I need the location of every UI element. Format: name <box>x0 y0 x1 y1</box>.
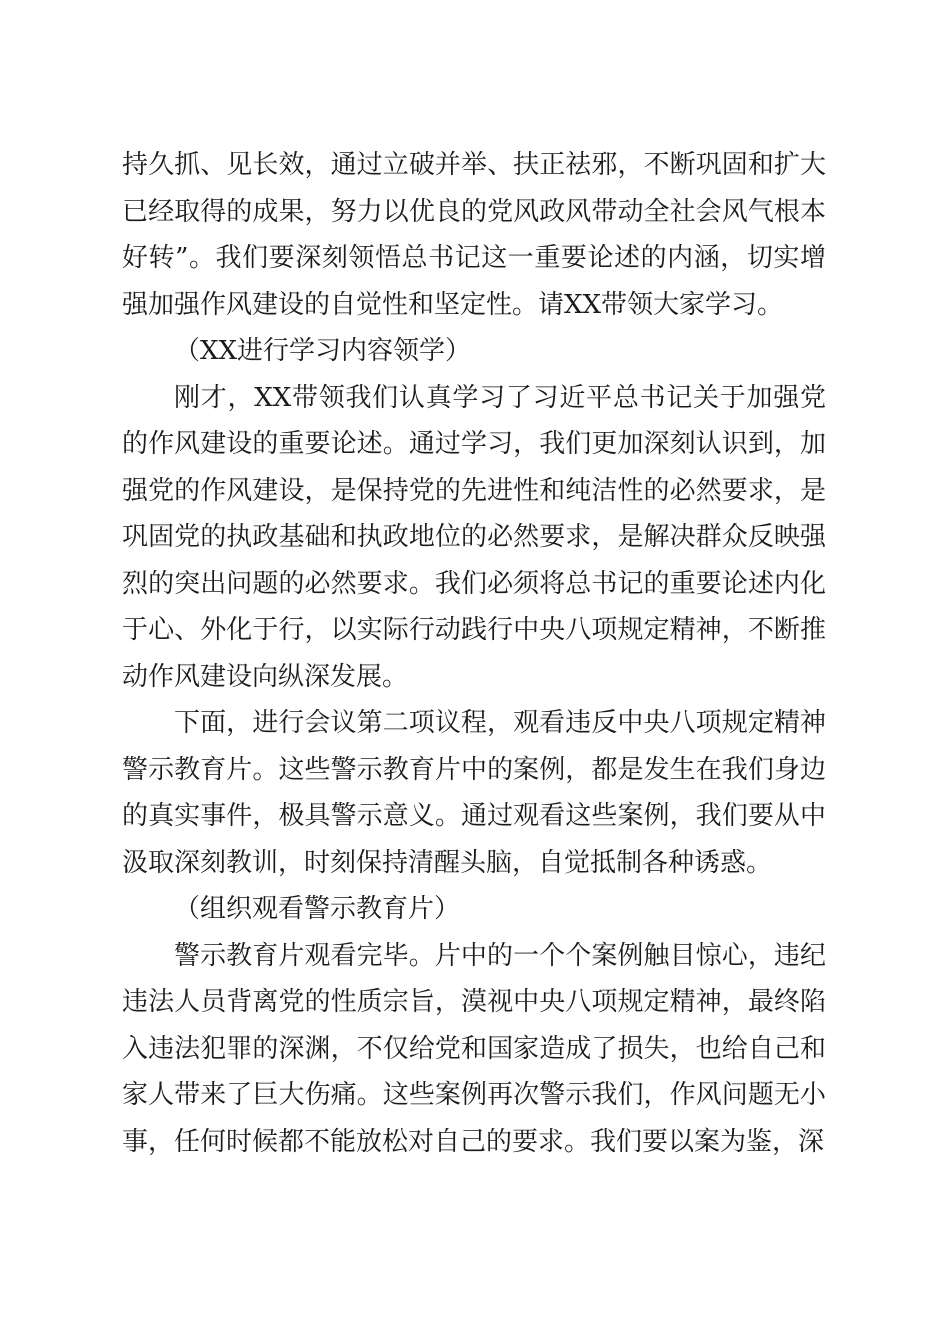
paragraph-study-summary: 刚才，XX带领我们认真学习了习近平总书记关于加强党的作风建设的重要论述。通过学习，我们更加深刻认识到，加强党的作风建设，是保持党的先进性和纯洁性的必然要求，是巩固党的执政基础和执政地位的必然要求，是解决群众反映强烈的突出问题的必然要求。我们必须将总书记的重要论述内化于心、外化于行，以实际行动践行中央八项规定精神，不断推动作风建设向纵深发展。 <box>122 382 826 692</box>
paragraph-continuation: 持久抓、见长效，通过立破并举、扶正祛邪，不断巩固和扩大已经取得的成果，努力以优良的党风政风带动全社会风气根本好转”。我们要深刻领悟总书记这一重要论述的内涵，切实增强加强作风建设的自觉性和坚定性。请XX带领大家学习。 <box>122 150 826 320</box>
document-body <box>122 142 826 1165</box>
paragraph-note-video: （组织观看警示教育片） <box>174 894 461 924</box>
paragraph-note-study: （XX进行学习内容领学） <box>174 336 472 366</box>
paragraph-second-agenda: 下面，进行会议第二项议程，观看违反中央八项规定精神警示教育片。这些警示教育片中的案例，都是发生在我们身边的真实事件，极具警示意义。通过观看这些案例，我们要从中汲取深刻教训，时刻保持清醒头脑，自觉抵制各种诱惑。 <box>122 708 826 878</box>
paragraph-video-reflection: 警示教育片观看完毕。片中的一个个案例触目惊心，违纪违法人员背离党的性质宗旨，漠视中央八项规定精神，最终陷入违法犯罪的深渊，不仅给党和国家造成了损失，也给自己和家人带来了巨大伤痛。这些案例再次警示我们，作风问题无小事，任何时候都不能放松对自己的要求。我们要以案为鉴，深 <box>122 940 826 1157</box>
